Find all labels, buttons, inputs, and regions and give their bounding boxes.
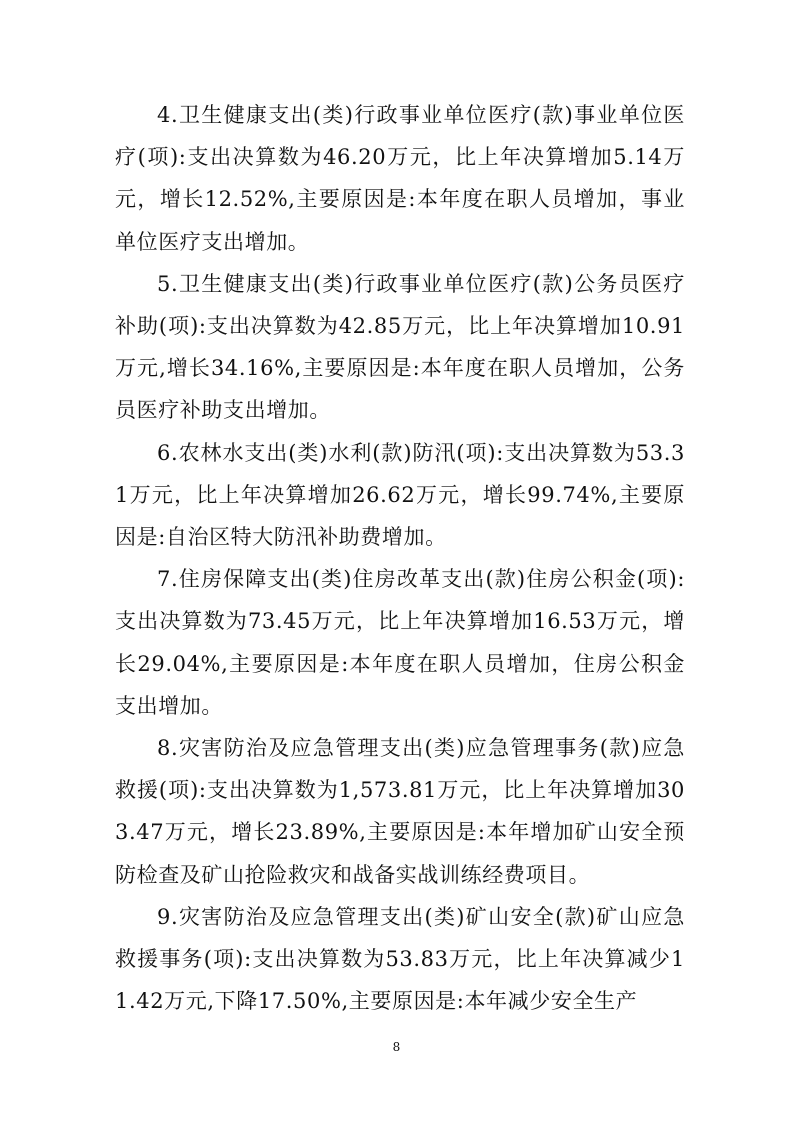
- paragraph-item-8: 8.灾害防治及应急管理支出(类)应急管理事务(款)应急救援(项):支出决算数为1,573.81万元，比上年决算增加303.47万元，增长23.89%,主要原因是:本年增加矿山安全预防检查及矿山抢险救灾和战备实战训练经费项目。: [115, 736, 685, 887]
- paragraph-item-4: 4.卫生健康支出(类)行政事业单位医疗(款)事业单位医疗(项):支出决算数为46.20万元，比上年决算增加5.14万元，增长12.52%,主要原因是:本年度在职人员增加，事业单位医疗支出增加。: [115, 103, 685, 254]
- paragraph-item-9: 9.灾害防治及应急管理支出(类)矿山安全(款)矿山应急救援事务(项):支出决算数为53.83万元，比上年决算减少11.42万元,下降17.50%,主要原因是:本年减少安全生产: [115, 904, 685, 1014]
- paragraph-item-6: 6.农林水支出(类)水利(款)防汛(项):支出决算数为53.31万元，比上年决算增加26.62万元，增长99.74%,主要原因是:自治区特大防汛补助费增加。: [115, 440, 685, 550]
- paragraph-item-7: 7.住房保障支出(类)住房改革支出(款)住房公积金(项):支出决算数为73.45万元，比上年决算增加16.53万元，增长29.04%,主要原因是:本年度在职人员增加，住房公积金支出增加。: [115, 567, 685, 718]
- paragraph-item-5: 5.卫生健康支出(类)行政事业单位医疗(款)公务员医疗补助(项):支出决算数为42.85万元，比上年决算增加10.91万元,增长34.16%,主要原因是:本年度在职人员增加，公务员医疗补助支出增加。: [115, 271, 685, 423]
- body-text: [115, 94, 685, 1022]
- page-number: 8: [392, 1040, 401, 1054]
